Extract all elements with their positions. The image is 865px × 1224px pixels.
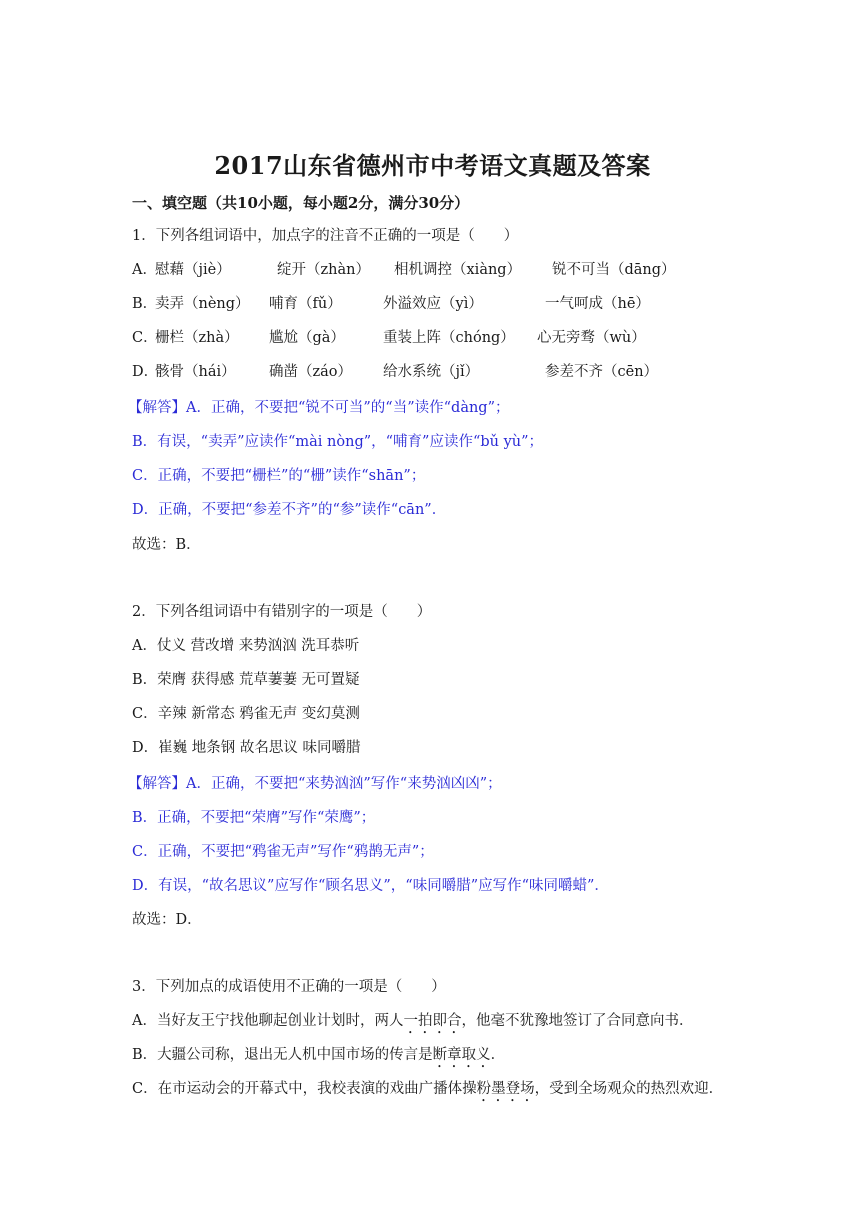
option-word: 尴尬（gà） [269,330,345,346]
option-word: 绽开（zhàn） [277,262,370,278]
q2-option-a: A．仗义 营改增 来势汹汹 洗耳恭听 [132,638,360,654]
option-word: 哺育（fǔ） [269,296,342,312]
q2-option-d: D．崔巍 地条钢 故名思议 味同嚼腊 [132,740,361,756]
option-word: 参差不齐（cēn） [545,364,659,380]
option-word: 锐不可当（dāng） [552,262,676,278]
q2-choice: 故选：D． [132,912,202,928]
dotted-idiom: 断章取义 [432,1047,491,1063]
option-word: 重装上阵（chóng） [383,330,515,346]
q3-option-b: B．大疆公司称，退出无人机中国市场的传言是断章取义． [132,1047,506,1063]
option-word: 给水系统（jǐ） [383,364,480,380]
q2-answer-line-b: B．正确，不要把“荣膺”写作“荣鹰”； [132,810,376,826]
option-word: 一气呵成（hē） [545,296,650,312]
q3-stem: 3．下列加点的成语使用不正确的一项是（ ） [132,979,446,995]
q1-option-a: A． 慰藉（jiè） 绽开（zhàn） 相机调控（xiàng） 锐不可当（dāng） [132,262,676,278]
option-word: 栅栏（zhà） [155,330,239,346]
option-word: 确凿（záo） [269,364,353,380]
q1-answer-line-d: D．正确，不要把“参差不齐”的“参”读作“cān”． [132,502,447,518]
q2-answer-line-a: 【解答】A．正确，不要把“来势汹汹”写作“来势汹凶凶”； [128,776,502,792]
q1-option-c: C． 栅栏（zhà） 尴尬（gà） 重装上阵（chóng） 心无旁骛（wù） [132,330,646,346]
q3-option-c: C．在市运动会的开幕式中，我校表演的戏曲广播体操粉墨登场，受到全场观众的热烈欢迎． [132,1081,724,1097]
q2-option-b: B．荣膺 获得感 荒草萋萋 无可置疑 [132,672,360,688]
q1-stem: 1．下列各组词语中，加点字的注音不正确的一项是（ ） [132,228,519,244]
q1-option-b: B． 卖弄（nèng） 哺育（fǔ） 外溢效应（yì） 一气呵成（hē） [132,296,650,312]
dotted-idiom: 粉墨登场 [476,1081,535,1097]
q1-answer-line-a: 【解答】A．正确，不要把“锐不可当”的“当”读作“dàng”； [128,400,510,416]
section-heading: 一、填空题（共10小题，每小题2分，满分30分） [132,194,470,212]
option-word: 骸骨（hái） [155,364,236,380]
q2-answer-line-c: C．正确，不要把“鸦雀无声”写作“鸦鹊无声”； [132,844,434,860]
option-word: 相机调控（xiàng） [394,262,522,278]
q3-option-a: A．当好友王宁找他聊起创业计划时，两人一拍即合，他毫不犹豫地签订了合同意向书． [132,1013,694,1029]
page-title: 2017山东省德州市中考语文真题及答案 [214,151,651,180]
q2-stem: 2．下列各组词语中有错别字的一项是（ ） [132,604,432,620]
q2-answer-line-d: D．有误，“故名思议”应写作“顾名思义”，“味同嚼腊”应写作“味同嚼蜡”． [132,878,609,894]
q1-answer-line-c: C．正确，不要把“栅栏”的“栅”读作“shān”； [132,468,426,484]
option-word: 慰藉（jiè） [155,262,231,278]
q1-answer-line-b: B．有误，“卖弄”应读作“mài nòng”，“哺育”应读作“bǔ yù”； [132,434,544,450]
q1-choice: 故选：B． [132,537,201,553]
q2-option-c: C．辛辣 新常态 鸦雀无声 变幻莫测 [132,706,360,722]
option-word: 外溢效应（yì） [383,296,483,312]
q1-option-d: D． 骸骨（hái） 确凿（záo） 给水系统（jǐ） 参差不齐（cēn） [132,364,659,380]
dotted-idiom: 一拍即合 [403,1013,462,1029]
option-word: 心无旁骛（wù） [537,330,646,346]
option-word: 卖弄（nèng） [155,296,250,312]
